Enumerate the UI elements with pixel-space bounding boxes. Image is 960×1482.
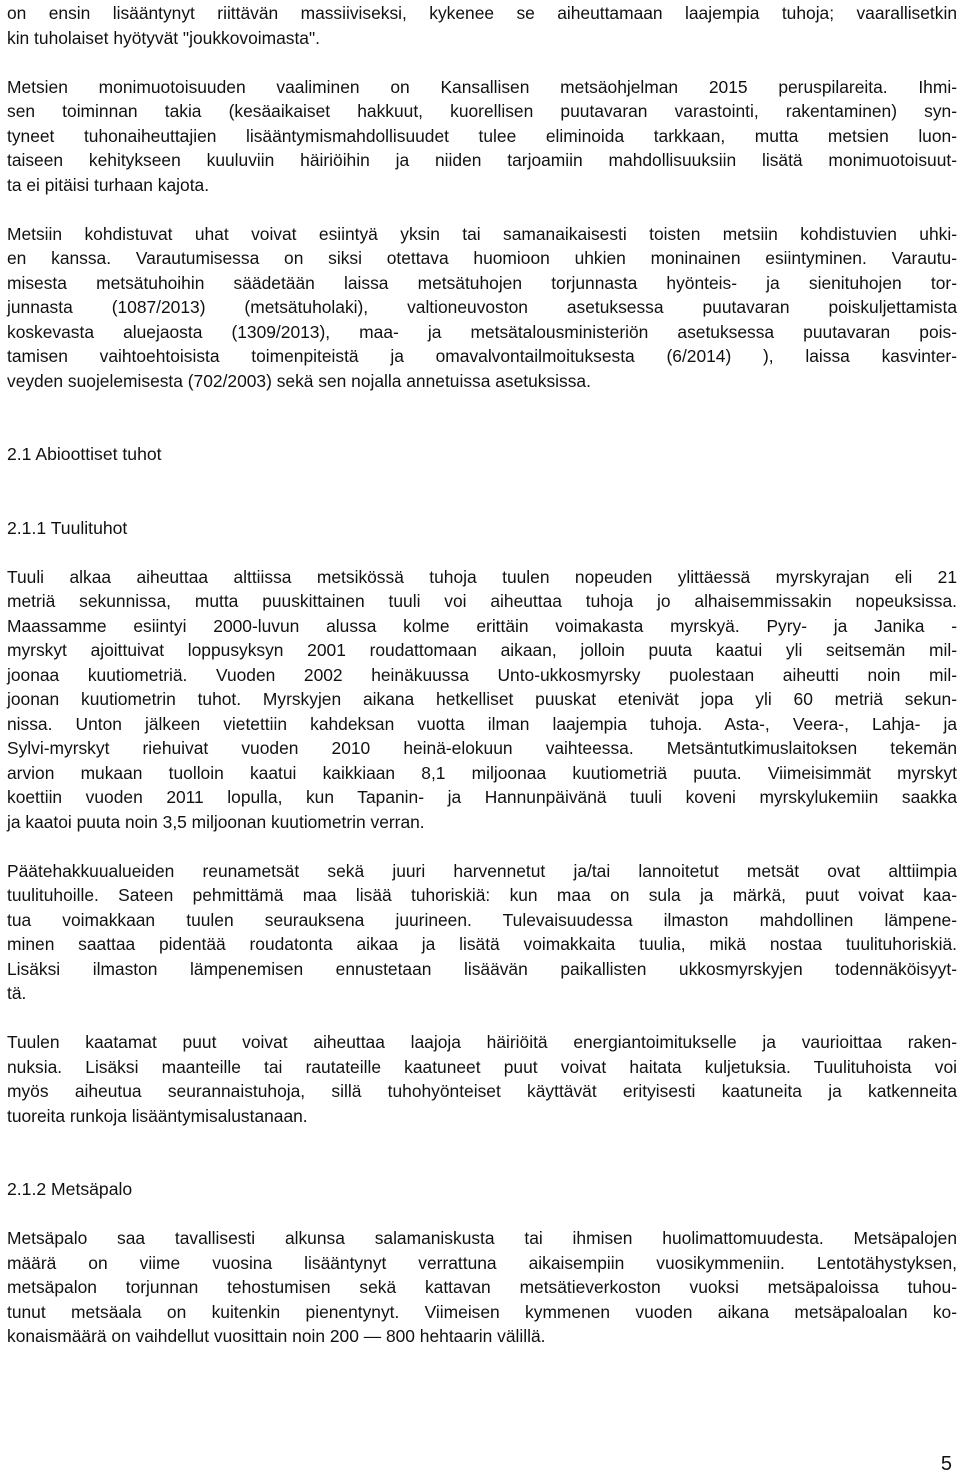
text-line: arvion mukaan tuolloin kaatui kaikkiaan 8,1 miljoonaa kuutiometriä puuta. Viimeisimmät myrskyt — [7, 762, 957, 783]
text-line: tamisen vaihtoehtoisista toimenpiteistä ja omavalvontailmoituksesta (6/2014) ), laissa kasvinter- — [7, 346, 957, 366]
paragraph-kaatamat — [7, 1030, 957, 1128]
text-line: metsäpalon torjunnan tehostumisen sekä kattavan metsätieverkoston vuoksi metsäpaloissa tuhou- — [7, 1277, 957, 1297]
paragraph-tuuli — [7, 565, 957, 835]
text-line: Lisäksi ilmaston lämpenemisen ennustetaan lisäävän paikallisten ukkosmyrskyjen todennäköisyyt- — [7, 958, 957, 979]
document-page — [7, 0, 957, 1349]
section-heading-2-1: 2.1 Abioottiset tuhot — [7, 444, 162, 464]
text-line: Maassamme esiintyi 2000-luvun alussa kolme erittäin voimakasta myrskyä. Pyry- ja Janika - — [7, 615, 957, 636]
paragraph-paatehakkuu — [7, 859, 957, 1006]
text-line: Päätehakkuualueiden reunametsät sekä juuri harvennetut ja/tai lannoitetut metsät ovat alttiimpia — [7, 860, 957, 881]
text-line: taiseen kehitykseen kuuluviin häiriöihin ja niiden tarjoamiin mahdollisuuksiin lisätä monimuotoisuut- — [7, 150, 957, 170]
text-line: ta ei pitäisi turhaan kajota. — [7, 174, 210, 195]
text-line: konaismäärä on vaihdellut vuosittain noin 200 — 800 hehtaarin välillä. — [7, 1326, 546, 1346]
text-line: tyneet tuhonaiheuttajien lisääntymismahdollisuudet tulee eliminoida tarkkaan, mutta metsien luon- — [7, 125, 957, 146]
text-line: myrskyt ajoittuivat loppusyksyn 2001 roudattomaan aikaan, jolloin puuta kaatui yli seitsemän mil- — [7, 640, 957, 660]
text-line: nissa. Unton jälkeen vietettiin kahdeksan vuotta ilman laajempia tuhoja. Asta-, Veera-, Lahja- ja — [7, 713, 957, 734]
section-heading-2-1-1: 2.1.1 Tuulituhot — [7, 517, 128, 538]
paragraph-uhat — [7, 222, 957, 394]
text-line: koettiin vuoden 2011 lopulla, kun Tapanin- ja Hannunpäivänä tuuli koveni myrskylukemiin saakka — [7, 787, 957, 807]
text-line: Metsien monimuotoisuuden vaaliminen on Kansallisen metsäohjelman 2015 peruspilareita. Ihmi- — [7, 76, 957, 97]
text-line: metriä sekunnissa, mutta puuskittainen tuuli voi aiheuttaa tuhoja jo alhaisemmissakin nopeuksissa. — [7, 591, 957, 611]
text-line: koskevasta aluejaosta (1309/2013), maa- ja metsätalousministeriön asetuksessa puutavaran pois- — [7, 321, 957, 342]
text-line: myös aiheutua seurannaistuhoja, sillä tuhohyönteiset käyttävät erityisesti kaatuneita ja katkenneita — [7, 1081, 957, 1101]
text-line: tuulituhoille. Sateen pehmittämä maa lisää tuhoriskiä: kun maa on sula ja märkä, puut voivat kaa- — [7, 885, 957, 905]
text-line: misesta metsätuhoihin säädetään laissa metsätuhojen torjunnasta hyönteis- ja sienituhojen tor- — [7, 272, 957, 293]
text-line: Tuulen kaatamat puut voivat aiheuttaa laajoja häiriöitä energiantoimitukselle ja vaurioittaa raken- — [7, 1032, 957, 1052]
text-line: tuoreita runkoja lisääntymisalustanaan. — [7, 1105, 308, 1126]
text-line: määrä on viime vuosina lisääntynyt verrattuna aikaisempiin vuosikymmeniin. Lentotähystyksen, — [7, 1252, 957, 1273]
text-line: tua voimakkaan tuulen seurauksena juurineen. Tulevaisuudessa ilmaston mahdollinen lämpene- — [7, 909, 957, 930]
text-line: junnasta (1087/2013) (metsätuholaki), valtioneuvoston asetuksessa puutavaran poiskuljettamista — [7, 297, 957, 317]
text-line: tunut metsäala on kuitenkin pienentynyt. Viimeisen kymmenen vuoden aikana metsäpaloalan ko- — [7, 1301, 957, 1322]
paragraph-monimuotoisuus — [7, 75, 957, 198]
text-line: kin tuholaiset hyötyvät "joukkovoimasta". — [7, 27, 320, 48]
paragraph-intro — [7, 0, 957, 50]
text-line: on ensin lisääntynyt riittävän massiiviseksi, kykenee se aiheuttamaan laajempia tuhoja; vaarallisetkin — [7, 3, 957, 23]
text-line: minen saattaa pidentää roudatonta aikaa ja lisätä voimakkaita tuulia, mikä nostaa tuulituhoriskiä. — [7, 934, 957, 954]
section-heading-2-1-2: 2.1.2 Metsäpalo — [7, 1179, 133, 1199]
text-line: tä. — [7, 983, 27, 1003]
page-number: 5 — [940, 1453, 952, 1475]
text-line: en kanssa. Varautumisessa on siksi otettava huomioon uhkien moninainen esiintyminen. Varautu- — [7, 248, 957, 268]
text-line: Metsiin kohdistuvat uhat voivat esiintyä yksin tai samanaikaisesti toisten metsiin kohdistuvien uhki- — [7, 223, 957, 244]
text-line: ja kaatoi puuta noin 3,5 miljoonan kuutiometrin verran. — [7, 811, 425, 832]
text-line: joonaa kuutiometriä. Vuoden 2002 heinäkuussa Unto-ukkosmyrsky puolestaan aiheutti noin mil- — [7, 664, 957, 685]
text-line: Metsäpalo saa tavallisesti alkunsa salamaniskusta tai ihmisen huolimattomuudesta. Metsäpalojen — [7, 1228, 957, 1248]
text-line: Sylvi-myrskyt riehuivat vuoden 2010 heinä-elokuun vaihteessa. Metsäntutkimuslaitoksen tekemän — [7, 738, 957, 758]
text-line: joonan kuutiometrin tuhot. Myrskyjen aikana hetkelliset puuskat etenivät jopa yli 60 metriä sekun- — [7, 689, 957, 709]
paragraph-metsapalo — [7, 1226, 957, 1349]
text-line: veyden suojelemisesta (702/2003) sekä sen nojalla annetuissa asetuksissa. — [7, 370, 591, 391]
text-line: sen toiminnan takia (kesäaikaiset hakkuut, kuorellisen puutavaran varastointi, rakentaminen) syn- — [7, 101, 957, 121]
text-line: Tuuli alkaa aiheuttaa alttiissa metsikössä tuhoja tuulen nopeuden ylittäessä myrskyrajan eli 21 — [7, 566, 957, 587]
text-line: nuksia. Lisäksi maanteille tai rautateille kaatuneet puut voivat haitata kuljetuksia. Tuulituhoista voi — [7, 1056, 957, 1077]
